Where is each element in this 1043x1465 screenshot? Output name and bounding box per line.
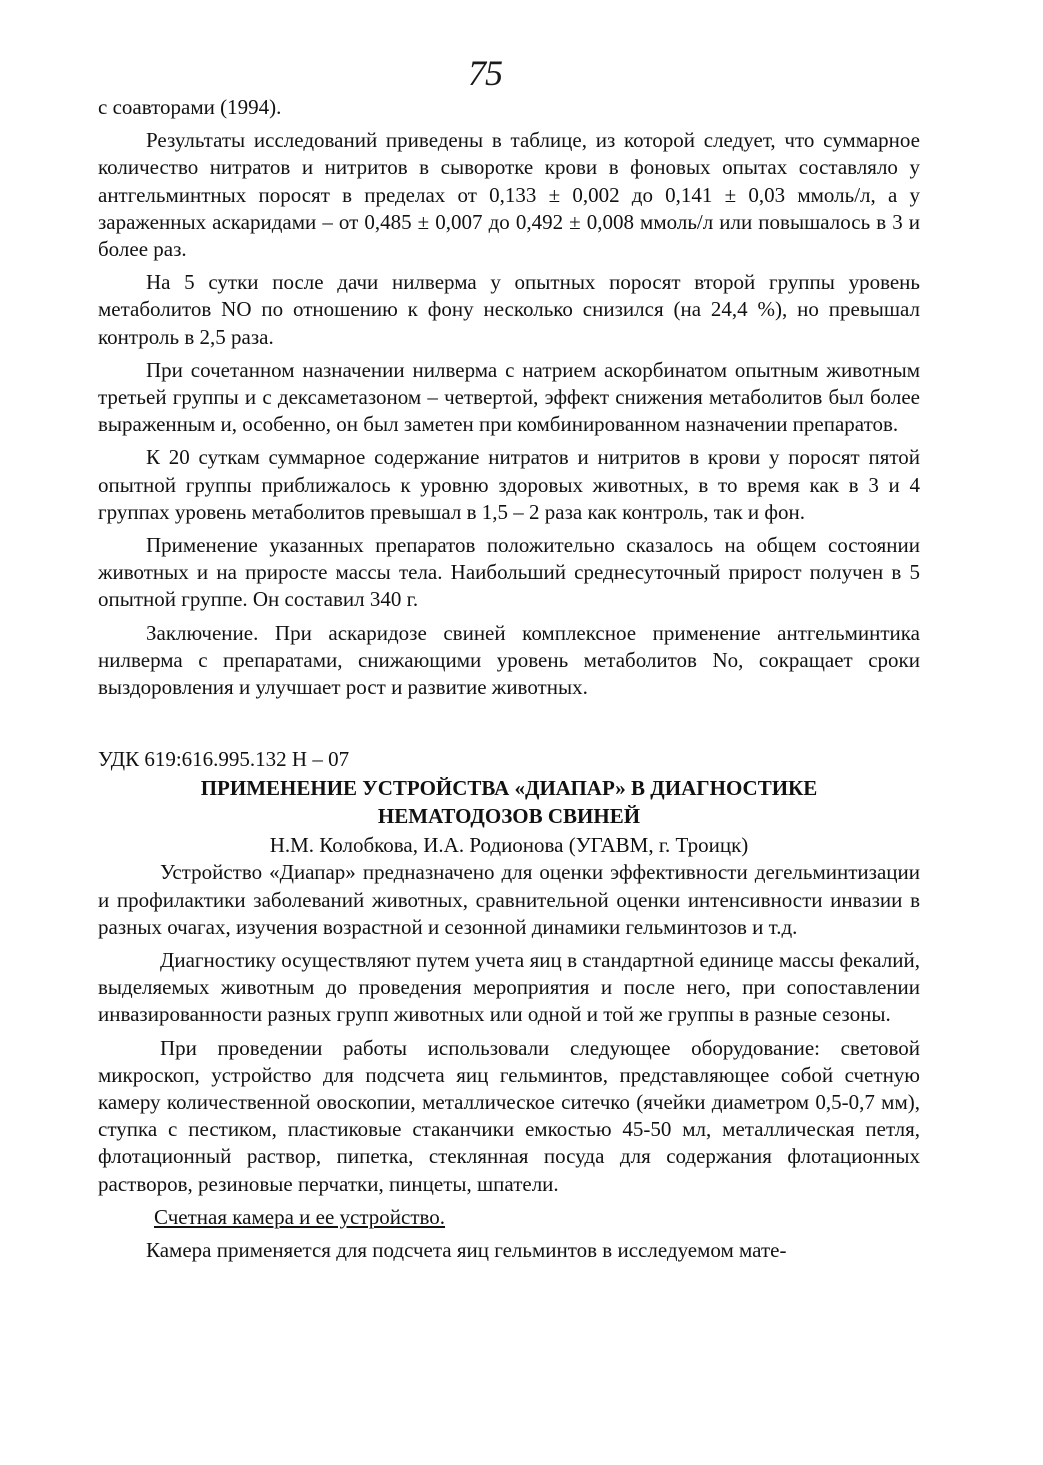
- paragraph: Результаты исследований приведены в таблице, из которой следует, что суммарное количество нитратов и нитритов в сыворотке крови в фоновых опытах составляло у антгельминтных поросят в пределах от 0,133 ± 0,002 до 0,141 ± 0,03 ммоль/л, а у зараженных аскаридами – от 0,485 ± 0,007 до 0,492 ± 0,008 ммоль/л или повышалось в 3 и более раз.: [98, 128, 920, 262]
- conclusion-paragraph: Заключение. При аскаридозе свиней комплексное применение антгельминтика нилверма с препаратами, снижающими уровень метаболитов No, сокращает сроки выздоровления и улучшает рост и развитие животных.: [98, 620, 920, 700]
- section-subheading: Счетная камера и ее устройство.: [154, 1204, 446, 1229]
- previous-article-continuation: [98, 94, 920, 707]
- udk-code: УДК 619:616.995.132 Н – 07: [98, 747, 350, 771]
- paragraph: При сочетанном назначении нилверма с натрием аскорбинатом опытным животным третьей группы и с дексаметазоном – четвертой, эффект снижения метаболитов был более выраженным и, особенно, он был заметен при комбинированном назначении препаратов.: [98, 357, 920, 437]
- page-number: 75: [468, 53, 502, 93]
- paragraph: Камера применяется для подсчета яиц гельминтов в исследуемом мате-: [146, 1238, 787, 1263]
- paragraph: Диагностику осуществляют путем учета яиц в стандартной единице массы фекалий, выделяемых животным до проведения мероприятия и после него, при сопоставлении инвазированности разных групп животных или одной и той же группы в разные сезоны.: [98, 948, 920, 1027]
- paragraph: с соавторами (1994).: [98, 95, 282, 119]
- paragraph: К 20 суткам суммарное содержание нитратов и нитритов в крови у поросят пятой опытной группы приближалось к уровню здоровых животных, в то время как в 3 и 4 группах уровень метаболитов превышал в 1,5 – 2 раза как контроль, так и фон.: [98, 445, 920, 524]
- new-article: [98, 746, 920, 1270]
- article-authors: Н.М. Колобкова, И.А. Родионова (УГАВМ, г. Троицк): [269, 833, 749, 858]
- paragraph: При проведении работы использовали следующее оборудование: световой микроскоп, устройство для подсчета яиц гельминтов, представляющее собой счетную камеру количественной овоскопии, металлическое ситечко (ячейки диаметром 0,5-0,7 мм), ступка с пестиком, пластиковые стаканчики емкостью 45-50 мл, металлическая петля, флотационный раствор, пипетка, стеклянная посуда для содержания флотационных растворов, резиновые перчатки, пинцеты, шпатели.: [98, 1035, 920, 1196]
- article-title: ПРИМЕНЕНИЕ УСТРОЙСТВА «ДИАПАР» В ДИАГНОСТИКЕ НЕМАТОДОЗОВ СВИНЕЙ: [200, 776, 818, 828]
- paragraph: На 5 сутки после дачи нилверма у опытных поросят второй группы уровень метаболитов NO по отношению к фону несколько снизился (на 24,4 %), но превышал контроль в 2,5 раза.: [98, 270, 920, 349]
- paragraph: Применение указанных препаратов положительно сказалось на общем состоянии животных и на приросте массы тела. Наибольший среднесуточный прирост получен в 5 опытной группе. Он составил 340 г.: [98, 533, 920, 612]
- paragraph: Устройство «Диапар» предназначено для оценки эффективности дегельминтизации и профилактики заболеваний животных, сравнительной оценки интенсивности инвазии в разных очагах, изучения возрастной и сезонной динамики гельминтозов и т.д.: [98, 860, 920, 939]
